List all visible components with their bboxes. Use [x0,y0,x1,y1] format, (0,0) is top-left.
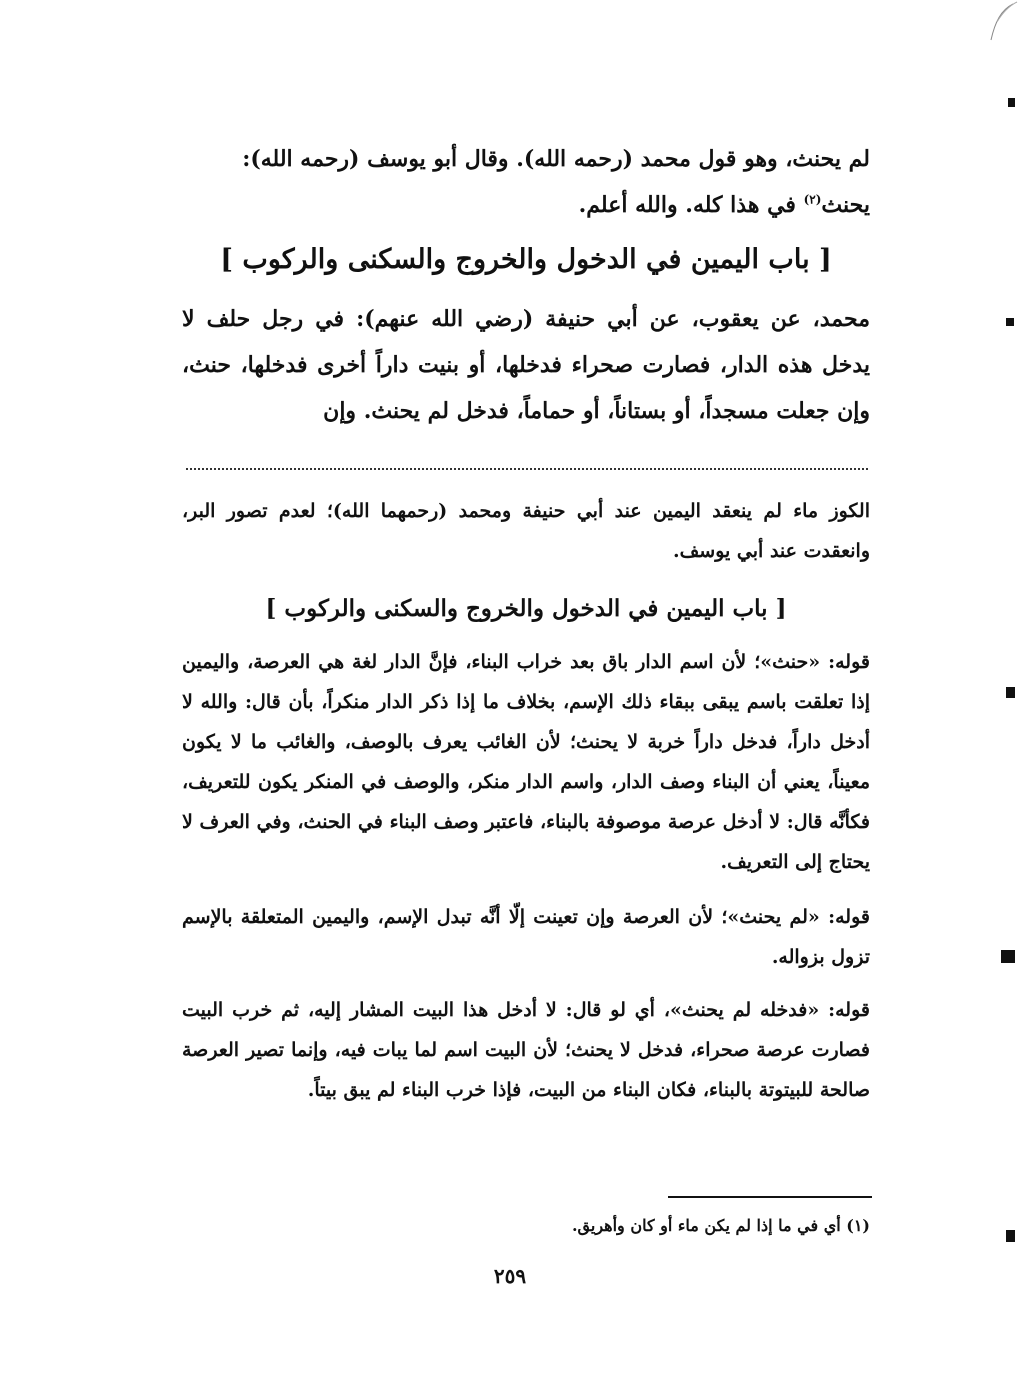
top-text [182,136,870,228]
footnote-ref: (٢) [803,192,822,207]
main-paragraph: محمد، عن يعقوب، عن أبي حنيفة (رضي الله عنهم): في رجل حلف لا يدخل هذه الدار، فصارت صحراء فدخلها، أو بنيت داراً أخرى فدخلها، حنث، وإن جعلت مسجداً، أو بستاناً، أو حماماً، فدخل لم يحنث. وإن [182,306,870,424]
margin-mark [1008,98,1015,107]
paragraph-lead: قوله: [828,651,870,673]
top-text-line1: لم يحنث، وهو قول محمد (رحمه الله). وقال أبو يوسف (رحمه الله): [242,146,870,172]
paragraph-lead: قوله: [828,999,870,1021]
margin-mark [1006,1230,1015,1242]
commentary-paragraph-3 [182,990,870,1110]
scan-edge-mark [951,0,1021,60]
commentary-paragraph-1 [182,642,870,882]
paragraph-lead: قوله: [828,906,870,928]
footnote-rule [668,1196,872,1198]
commentary-heading: [ باب اليمين في الدخول والخروج والسكنى والركوب ] [265,595,787,622]
main-heading: [ باب اليمين في الدخول والخروج والسكنى والركوب ] [220,244,832,275]
commentary-paragraph-2 [182,897,870,977]
footnote: (١) أي في ما إذا لم يكن ماء أو كان وأهريق. [571,1216,870,1235]
dotted-separator [186,468,868,474]
margin-mark [1006,318,1014,326]
paragraph-text: «فدخله لم يحنث»، أي لو قال: لا أدخل هذا البيت المشار إليه، ثم خرب البيت فصارت عرصة صحراء، فدخل لا يحنث؛ لأن البيت اسم لما يبات فيه، وإنما تصير العرصة صالحة للبيتوتة بالبناء، فكان البناء من البيت، فإذا خرب البناء لم يبق بيتاً. [182,999,870,1101]
paragraph-text: «حنث»؛ لأن اسم الدار باق بعد خراب البناء، فإنَّ الدار لغة هي العرصة، واليمين إذا تعلقت باسم يبقى ببقاء ذلك الإسم، بخلاف ما إذا ذكر الدار منكراً، بأن قال: والله لا أدخل داراً، فدخل داراً خربة لا يحنث؛ لأن الغائب يعرف بالوصف، والغائب ما لا يكون معيناً، يعني أن البناء وصف الدار، واسم الدار منكر، والوصف في المنكر يكون للتعريف، فكأنَّه قال: لا أدخل عرصة موصوفة بالبناء، فاعتبر وصف البناء في الحنث، وفي العرف لا يحتاج إلى التعريف. [182,651,870,873]
commentary-carryover: الكوز ماء لم ينعقد اليمين عند أبي حنيفة ومحمد (رحمهما الله)؛ لعدم تصور البر، وانعقدت عند أبي يوسف. [182,500,870,562]
top-text-word: يحنث [821,192,870,218]
top-text-line2 [182,182,870,228]
paragraph-text: «لم يحنث»؛ لأن العرصة وإن تعينت إلّا أنَّه تبدل الإسم، واليمين المتعلقة بالإسم تزول بزواله. [182,906,870,968]
margin-mark [1001,950,1015,963]
page-number: ٢٥٩ [493,1264,527,1288]
top-text-rest: في هذا كله. والله أعلم. [578,192,804,218]
margin-mark [1006,687,1015,698]
